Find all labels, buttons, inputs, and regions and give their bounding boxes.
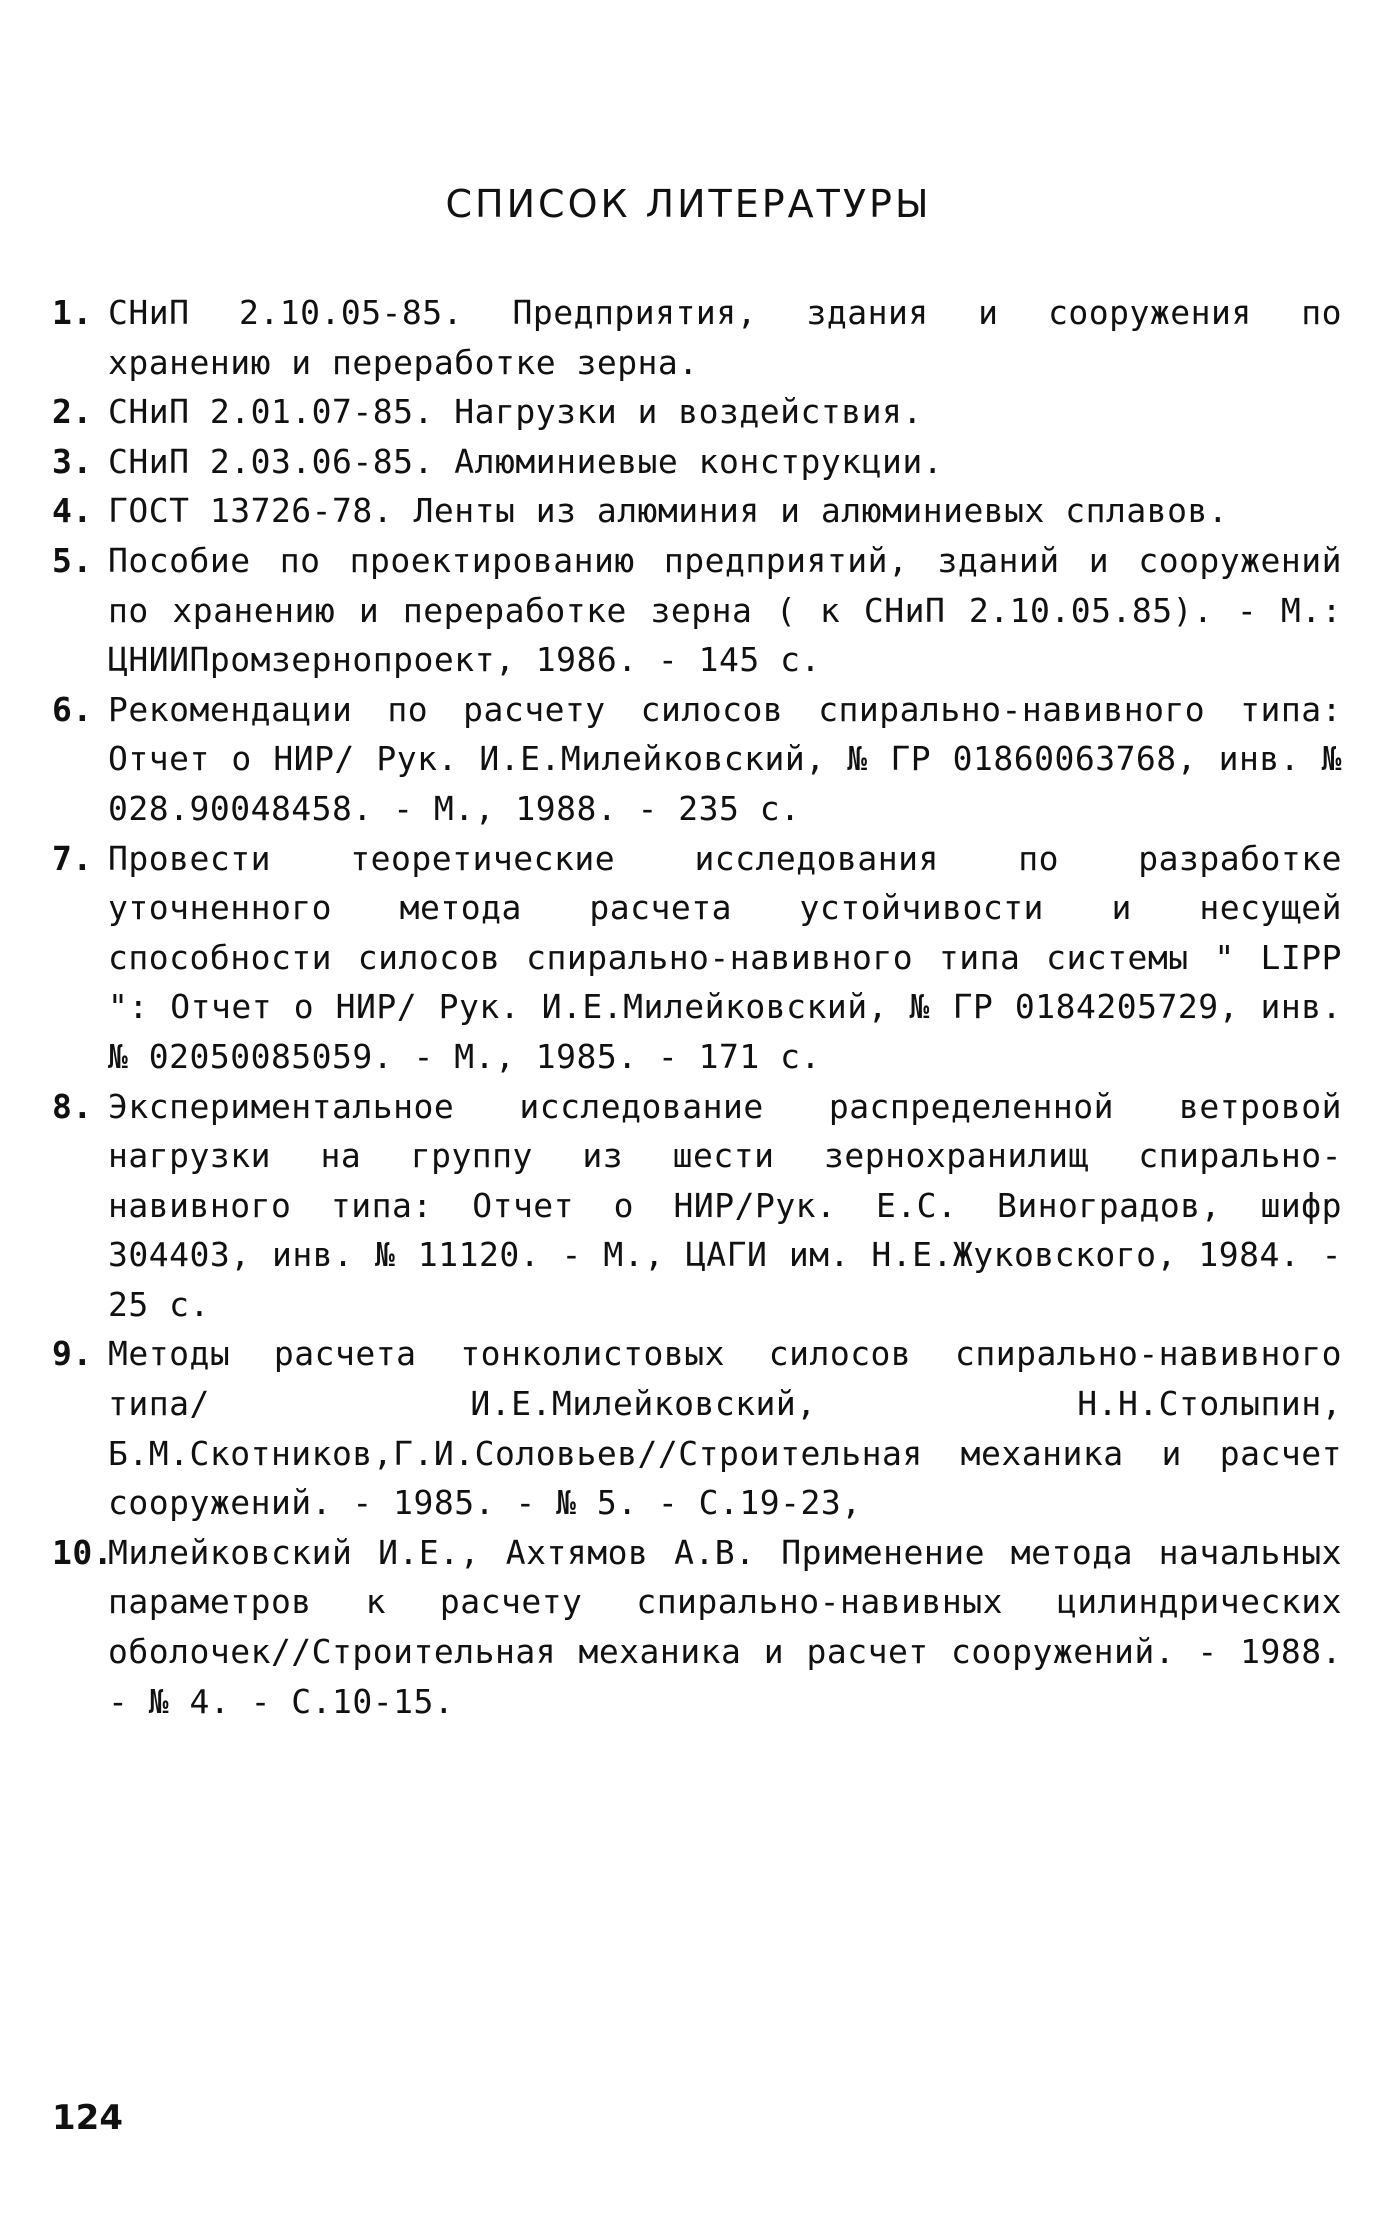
reference-text: ГОСТ 13726-78. Ленты из алюминия и алюминиевых сплавов. bbox=[108, 491, 1229, 531]
reference-number: 8. bbox=[52, 1086, 93, 1126]
reference-number: 1. bbox=[52, 293, 93, 332]
page-number: 124 bbox=[52, 2098, 123, 2138]
reference-text: Милейковский И.Е., Ахтямов А.В. Применение метода начальных параметров к расчету спирально-навивных цилиндрических оболочек//Строительная механика и расчет сооружений. - 1988. - № 4. - С.10-15. bbox=[108, 1532, 1342, 1721]
reference-item bbox=[52, 834, 1342, 1082]
reference-item bbox=[52, 288, 1342, 387]
page-title: СПИСОК ЛИТЕРАТУРЫ bbox=[445, 182, 932, 226]
reference-item bbox=[52, 685, 1342, 834]
reference-text: СНиП 2.10.05-85. Предприятия, здания и сооружения по хранению и переработке зерна. bbox=[108, 293, 1342, 382]
reference-number: 5. bbox=[52, 540, 93, 580]
reference-number: 4. bbox=[52, 491, 93, 531]
reference-item bbox=[52, 1528, 1342, 1726]
reference-number: 7. bbox=[52, 838, 93, 878]
reference-text: Методы расчета тонколистовых силосов спирально-навивного типа/ И.Е.Милейковский, Н.Н.Столыпин, Б.М.Скотников,Г.И.Соловьев//Строительная механика и расчет сооружений. - 1985. - № 5. - С.19-23, bbox=[108, 1334, 1342, 1523]
reference-number: 2. bbox=[52, 392, 93, 432]
reference-item bbox=[52, 437, 1342, 487]
reference-item bbox=[52, 387, 1342, 437]
reference-item bbox=[52, 1329, 1342, 1527]
reference-text: Рекомендации по расчету силосов спирально-навивного типа: Отчет о НИР/ Рук. И.Е.Милейковский, № ГР 01860063768, инв. № 028.90048458. - М., 1988. - 235 с. bbox=[108, 689, 1342, 828]
reference-item bbox=[52, 486, 1342, 536]
reference-list bbox=[52, 288, 1342, 1726]
reference-number: 9. bbox=[52, 1334, 93, 1374]
reference-text: Провести теоретические исследования по разработке уточненного метода расчета устойчивости и несущей способности силосов спирально-навивного типа системы " LIPP ": Отчет о НИР/ Рук. И.Е.Милейковский, № ГР 0184205729, инв. № 02050085059. - М., 1985. - 171 с. bbox=[108, 838, 1342, 1076]
reference-number: 3. bbox=[52, 441, 93, 481]
reference-number: 10. bbox=[52, 1532, 114, 1572]
reference-item bbox=[52, 1082, 1342, 1330]
reference-text: СНиП 2.03.06-85. Алюминиевые конструкции. bbox=[108, 441, 944, 481]
reference-text: Пособие по проектированию предприятий, зданий и сооружений по хранению и переработке зерна ( к СНиП 2.10.05.85). - М.: ЦНИИПромзернопроект, 1986. - 145 с. bbox=[108, 540, 1342, 680]
reference-number: 6. bbox=[52, 689, 93, 729]
reference-text: Экспериментальное исследование распределенной ветровой нагрузки на группу из шести зернохранилищ спирально-навивного типа: Отчет о НИР/Рук. Е.С. Виноградов, шифр 304403, инв. № 11120. - М., ЦАГИ им. Н.Е.Жуковского, 1984. - 25 с. bbox=[108, 1086, 1342, 1324]
reference-text: СНиП 2.01.07-85. Нагрузки и воздействия. bbox=[108, 392, 923, 432]
reference-item bbox=[52, 536, 1342, 685]
